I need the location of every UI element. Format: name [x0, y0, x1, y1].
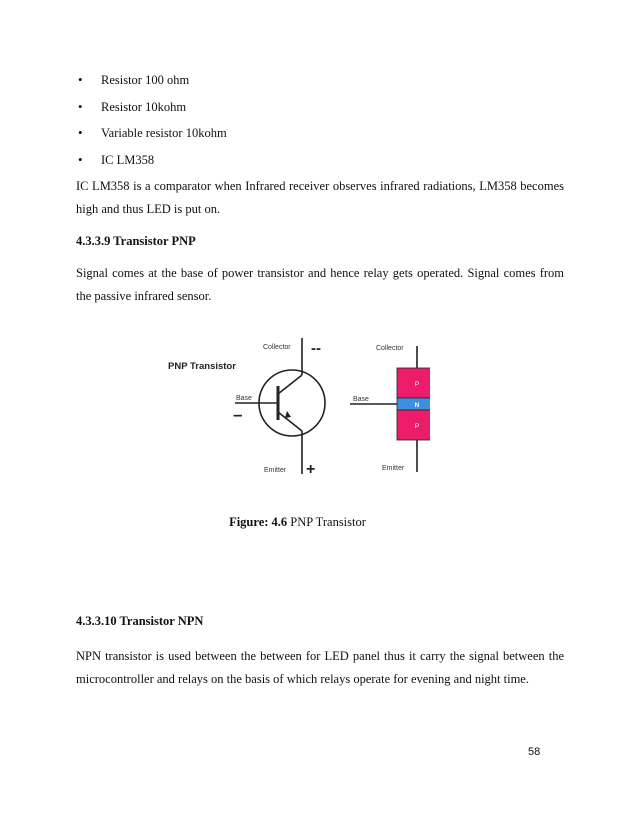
p-layer-label: P [414, 423, 420, 430]
p-layer-top [397, 368, 430, 398]
caption-prefix: Figure: 4.6 [229, 515, 288, 529]
list-item: • IC LM358 [78, 152, 227, 179]
paragraph-npn: NPN transistor is used between the between for LED panel thus it carry the signal between the microcontroller and relays on the basis of which relays operate for evening and night time. [76, 649, 564, 686]
emitter-label: Emitter [264, 467, 287, 474]
n-layer-label: N [414, 402, 420, 409]
emitter-label: Emitter [382, 465, 405, 472]
pnp-layer-diagram [350, 345, 430, 472]
n-layer [397, 398, 430, 410]
emitter-polarity: + [306, 461, 316, 478]
pnp-schematic-symbol [233, 338, 325, 478]
collector-label: Collector [263, 344, 291, 351]
section-heading-pnp: 4.3.3.9 Transistor PNP [76, 234, 196, 248]
pnp-transistor-figure [160, 334, 430, 480]
p-layer-bottom [397, 410, 430, 440]
emitter-lead-inner [278, 412, 302, 431]
base-polarity: – [233, 405, 243, 424]
caption-text: PNP Transistor [290, 515, 366, 529]
p-layer-label: P [414, 381, 420, 388]
collector-label: Collector [376, 345, 404, 352]
page-number: 58 [528, 746, 541, 758]
figure-title: PNP Transistor [168, 361, 236, 372]
collector-lead-inner [278, 375, 302, 394]
section-heading-npn: 4.3.3.10 Transistor NPN [76, 614, 204, 628]
base-label: Base [236, 395, 252, 402]
paragraph-lm358: IC LM358 is a comparator when Infrared receiver observes infrared radiations, LM358 becomes high and thus LED is put on. [76, 179, 564, 216]
list-item: • Resistor 10kohm [78, 99, 227, 126]
list-item: • Resistor 100 ohm [78, 72, 227, 99]
paragraph-pnp: Signal comes at the base of power transistor and hence relay gets operated. Signal comes from the passive infrared sensor. [76, 266, 564, 303]
component-list [78, 72, 227, 178]
figure-caption [0, 515, 595, 530]
emitter-arrow-icon [285, 411, 291, 418]
list-item: • Variable resistor 10kohm [78, 125, 227, 152]
collector-polarity: -- [311, 340, 321, 357]
base-label: Base [353, 396, 369, 403]
